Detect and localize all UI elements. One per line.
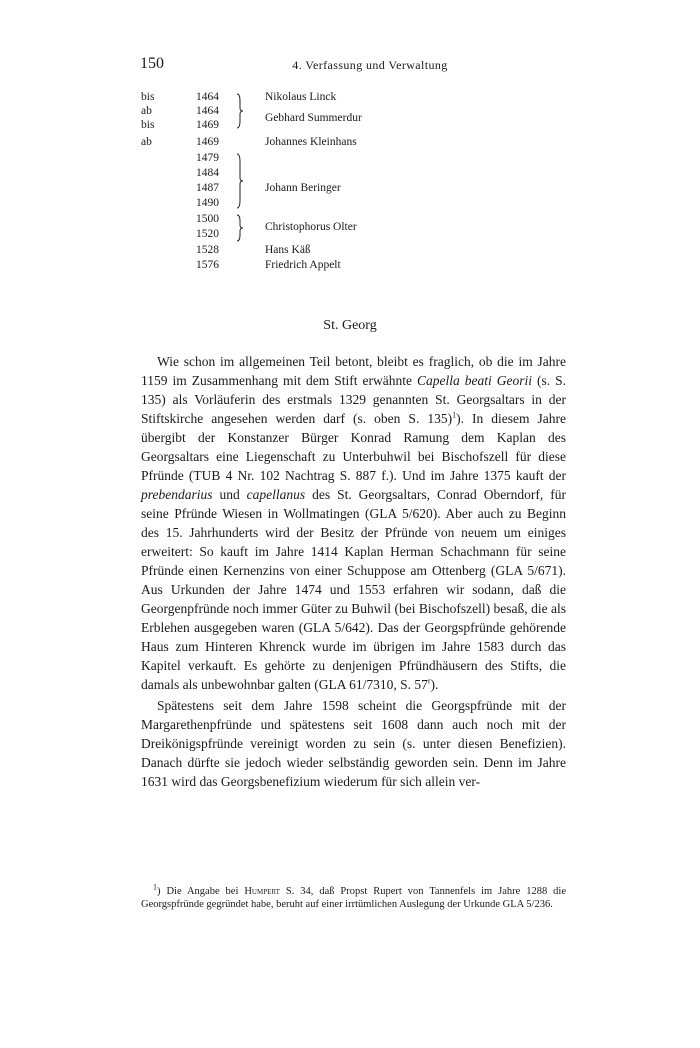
author-name: Humpert	[244, 886, 280, 897]
list-name: Johannes Kleinhans	[265, 136, 357, 148]
italic-term: Capella beati Georii	[416, 373, 532, 388]
list-name: Gebhard Summerdur	[265, 112, 362, 124]
bracket	[236, 214, 244, 242]
list-prefix: ab	[141, 136, 152, 148]
list-year: 1520	[196, 228, 219, 240]
text-run: S. 34, daß Propst Rupert von Tannenfels im Jahre 1288 die Georgspfründe gegründet habe, beruht auf einer irrtümlichen Auslegung der Urkunde GLA 5/236.	[141, 886, 566, 910]
list-year: 1469	[196, 136, 219, 148]
list-year: 1479	[196, 152, 219, 164]
text-run: und	[212, 487, 247, 502]
list-name: Nikolaus Linck	[265, 91, 337, 103]
section-heading: St. Georg	[323, 318, 377, 333]
italic-term: capellanus	[246, 487, 306, 502]
footnote	[141, 882, 566, 911]
list-year: 1484	[196, 167, 219, 179]
list-year: 1576	[196, 259, 219, 271]
list-year: 1528	[196, 244, 219, 256]
text-run: ).	[430, 677, 439, 692]
list-year: 1500	[196, 213, 219, 225]
footnote-marker: 1	[153, 882, 157, 892]
list-year: 1469	[196, 119, 219, 131]
running-head: 4. Verfassung und Verwaltung	[292, 58, 448, 72]
italic-term: prebendarius	[141, 487, 213, 502]
list-prefix: bis	[141, 91, 155, 103]
list-name: Christophorus Olter	[265, 221, 357, 233]
paragraph	[141, 352, 566, 694]
bracket	[236, 153, 244, 209]
text-run: ) Die Angabe bei	[157, 886, 245, 897]
list-year: 1490	[196, 197, 219, 209]
list-year: 1464	[196, 91, 219, 103]
superscript: r	[427, 676, 431, 686]
list-prefix: bis	[141, 119, 155, 131]
paragraph: Spätestens seit dem Jahre 1598 scheint die Georgspfründe mit der Margarethenpfründe und spätestens seit 1608 dann auch noch mit der Dreikönigspfründe vereinigt worden zu sein (s. unter diesen Benefizien). Danach dürfte sie jedoch wieder selbständig geworden sein. Denn im Jahre 1631 wird das Georgsbenefizium wiederum für sich allein ver-	[141, 698, 566, 789]
list-name: Hans Käß	[265, 244, 311, 256]
bracket	[236, 93, 244, 129]
text-run: ). In diesem Jahre übergibt der Konstanzer Bürger Konrad Ramung dem Kaplan des Georgsaltars eine Liegenschaft zu Unterbuhwil bei Bischofszell für diese Pfründe (TUB 4 Nr. 102 Nachtrag S. 887 f.). Und im Jahre 1375 kauft der	[141, 411, 567, 483]
list-name: Johann Beringer	[265, 182, 341, 194]
text-run: (s. S. 135) als Vorläuferin des erstmals 1329 genannten St. Georgsaltars in der Stiftskirche angesehen werden darf (s. oben S. 135)	[141, 373, 566, 426]
list-year: 1487	[196, 182, 219, 194]
list-prefix: ab	[141, 105, 152, 117]
list-name: Friedrich Appelt	[265, 259, 341, 271]
text-run: des St. Georgsaltars, Conrad Oberndorf, für seine Pfründe Wiesen in Wollmatingen (GLA 5/620). Aber auch zu Beginn des 15. Jahrhunderts wird der Besitz der Pfründe von neuem um einiges erweitert: So kauft im Jahre 1414 Kaplan Herman Schachmann für seine Pfründe einen Kernenzins von einer Schupposе am Ottenberg (GLA 5/671). Aus Urkunden der Jahre 1474 und 1553 erfahren wir sodann, daß die Georgenpfründe noch immer Güter zu Buhwil (bei Bischofszell) besaß, die als Erblehen ausgegeben waren (GLA 5/642). Das der Georgspfründe gehörende Haus zum Hinteren Khrenck wurde im übrigen im Jahre 1583 durch das Kapitel verkauft. Es gehörte zu denjenigen Pfründhäusern des Stifts, die damals als unbewohnbar galten (GLA 61/7310, S. 57	[141, 487, 566, 692]
text-run: Wie schon im allgemeinen Teil betont, bleibt es fraglich, ob die im Jahre 1159 im Zusammenhang mit dem Stift erwähnte	[141, 354, 566, 388]
footnote-ref: 1	[452, 410, 457, 420]
page-number: 150	[140, 55, 164, 72]
list-year: 1464	[196, 105, 219, 117]
body-text	[141, 352, 566, 791]
